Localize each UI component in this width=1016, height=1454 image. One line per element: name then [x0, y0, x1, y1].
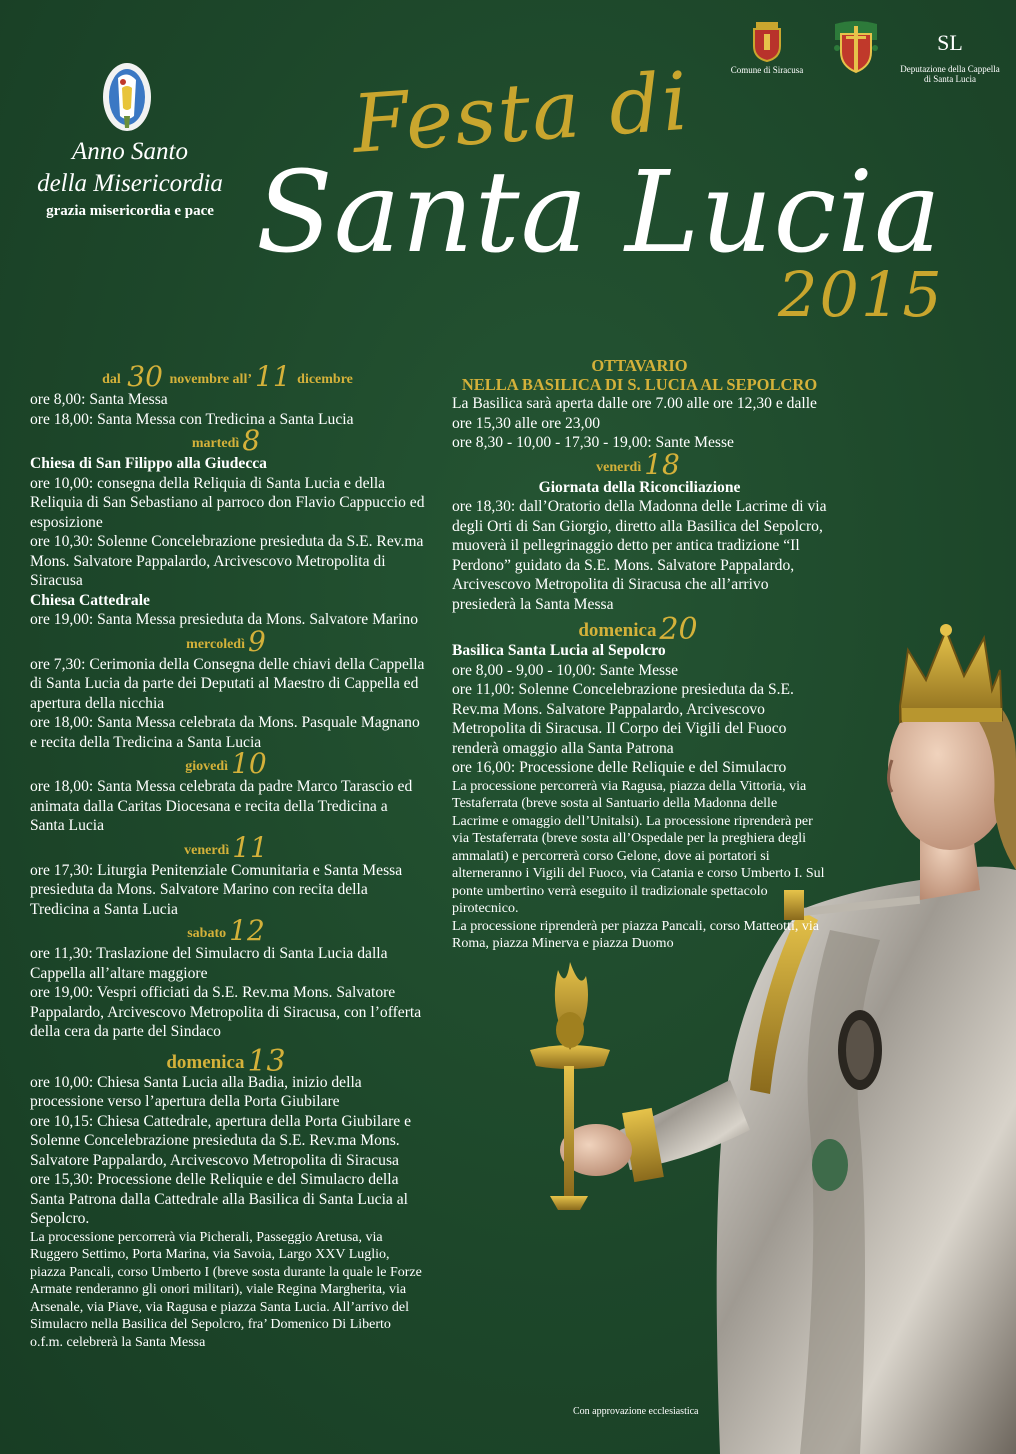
- date-heading: [452, 447, 827, 481]
- event-line: ore 18,00: Santa Messa con Tredicina a Santa Lucia: [30, 410, 354, 428]
- date-weekday: domenica: [578, 620, 657, 641]
- event-line: ore 16,00: Processione delle Reliquie e del Simulacro: [452, 759, 787, 776]
- archbishop-crest-icon: [831, 20, 881, 74]
- date-heading: [30, 747, 425, 780]
- event-line: ore 10,00: Chiesa Santa Lucia alla Badia, inizio della processione verso l’apertura della Porta Giubilare: [30, 1073, 362, 1110]
- date-30-nov-11-dic: [30, 360, 425, 393]
- date-heading: [30, 424, 425, 457]
- deputazione-monogram: SL: [937, 30, 963, 55]
- venue-heading: Basilica Santa Lucia al Sepolcro: [452, 642, 666, 659]
- date-weekday: venerdì: [184, 842, 230, 858]
- jubilee-motto: grazia misericordia e pace: [46, 203, 214, 219]
- event-line: ore 8,00 - 9,00 - 10,00: Sante Messe: [452, 661, 679, 679]
- event-line: ore 11,30: Traslazione del Simulacro di Santa Lucia dalla Cappella all’altare maggiore: [30, 945, 388, 982]
- date-number: 8: [242, 424, 261, 457]
- event-line: ore 19,00: Vespri officiati da S.E. Rev.ma Mons. Salvatore Pappalardo, Arcivescovo Metropolita di Siracusa, con l’offerta della cera da parte del Sindaco: [30, 984, 422, 1040]
- date-range-mid: novembre all’: [169, 372, 253, 387]
- event-line: ore 19,00: Santa Messa presieduta da Mons. Salvatore Marino: [30, 611, 419, 628]
- date-weekday: mercoledì: [186, 636, 245, 652]
- event-line: ore 18,00: Santa Messa celebrata da Mons. Pasquale Magnano e recita della Tredicina a Santa Lucia: [30, 714, 420, 751]
- date-heading: [30, 830, 425, 864]
- event-line: ore 8,00: Santa Messa: [30, 391, 168, 408]
- crest-comune: [726, 20, 808, 75]
- date-weekday: sabato: [187, 926, 227, 941]
- date-weekday: giovedì: [185, 759, 229, 774]
- crest-deputazione-caption-1: Deputazione della Cappella: [900, 64, 1000, 74]
- jubilee-block: [20, 136, 240, 222]
- event-line: ore 15,30: Processione delle Reliquie e del Simulacro della Santa Patrona dalla Cattedrale alla Basilica di Santa Lucia al Sepolcro.: [30, 1171, 409, 1227]
- venue-heading: Chiesa di San Filippo alla Giudecca: [30, 455, 267, 472]
- event-line: La Basilica sarà aperta dalle ore 7.00 alle ore 12,30 e dalle ore 15,30 alle ore 23,00: [452, 395, 817, 432]
- jubilee-logo-icon: [96, 58, 158, 136]
- program-right-column: [452, 356, 827, 953]
- title-festa: Festa di: [349, 54, 693, 172]
- ottavario-subtitle: NELLA BASILICA DI S. LUCIA AL SEPOLCRO: [461, 375, 818, 394]
- date-weekday: domenica: [166, 1051, 245, 1073]
- crest-archdiocese: [826, 20, 886, 77]
- event-line: ore 10,15: Chiesa Cattedrale, apertura della Porta Giubilare e Solenne Concelebrazione presieduta da S.E. Rev.ma Mons. Salvatore Pappalardo, Arcivescovo Metropolita di Siracusa: [30, 1112, 412, 1169]
- event-line: ore 17,30: Liturgia Penitenziale Comunitaria e Santa Messa presieduta da Mons. Salvatore Marino con recita della Tredicina a Santa Lucia: [30, 861, 403, 918]
- event-line: ore 10,00: consegna della Reliquia di Santa Lucia e della Reliquia di San Sebastiano al parroco don Flavio Cappuccio ed esposizione: [30, 474, 425, 531]
- ecclesiastical-approval: Con approvazione ecclesiastica: [573, 1406, 699, 1417]
- date-number: 10: [231, 747, 267, 780]
- venue-heading: Chiesa Cattedrale: [30, 591, 150, 609]
- procession-route: La processione percorrerà via Ragusa, piazza della Vittoria, via Testaferrata (breve sosta al Santuario della Madonna delle Lacrime e omaggio dell’Unitalsi). La processione riprenderà per via Testaferrata (breve sosta all’Ospedale per la preghiera degli ammalati) e percorrerà corso Gelone, dove ai portatori si alterneranno i Vigili del Fuoco, via Catania e corso Umberto I. Sul ponte umbertino verrà eseguito il tradizionale spettacolo pirotecnico.: [452, 778, 825, 916]
- procession-route: La processione riprenderà per piazza Pancali, corso Matteotti, via Roma, piazza Minerva e piazza Duomo: [452, 918, 819, 951]
- event-line: ore 11,00: Solenne Concelebrazione presieduta da S.E. Rev.ma Mons. Salvatore Pappalardo, Arcivescovo Metropolita di Siracusa. Il Corpo dei Vigili del Fuoco renderà omaggio alla Santa Patrona: [452, 681, 794, 757]
- date-number: 18: [644, 447, 680, 481]
- event-line: ore 18,30: dall’Oratorio della Madonna delle Lacrime di via degli Orti di San Giorgio, diretto alla Basilica del Sepolcro, muoverà il pellegrinaggio detto per antica tradizione “Il Perdono” guidato da S.E. Mons. Salvatore Pappalardo, Arcivescovo Metropolita di Siracusa che all’arrivo presiederà la Santa Messa: [452, 498, 827, 613]
- procession-route: La processione percorrerà via Picherali, Passeggio Aretusa, via Ruggero Settimo, Porta Marina, via Savoia, Largo XXV Luglio, piazza Pancali, corso Umberto I (breve sosta durante la quale le Forze Armate renderanno gli onori militari), viale Regina Margherita, via Arsenale, via Piave, via Ragusa e piazza Santa Lucia. All’arrivo del Simulacro nella Basilica del Sepolcro, fra’ Domenico Di Liberto o.f.m. celebrerà la Santa Messa: [30, 1229, 422, 1350]
- date-heading: [30, 914, 425, 947]
- venue-heading: Giornata della Riconciliazione: [538, 478, 741, 496]
- date-range-pre: dal: [102, 372, 121, 387]
- date-number: 11: [232, 830, 268, 864]
- event-line: ore 8,30 - 10,00 - 17,30 - 19,00: Sante Messe: [452, 434, 734, 451]
- jubilee-line-2: della Misericordia: [37, 170, 223, 197]
- date-heading: [30, 624, 425, 658]
- event-line: ore 18,00: Santa Messa celebrata da padre Marco Tarascio ed animata dalla Caritas Diocesana e recita della Tredicina a Santa Lucia: [30, 778, 413, 834]
- date-range-num-2: 11: [255, 360, 291, 393]
- date-number: 12: [229, 914, 265, 947]
- event-line: ore 7,30: Cerimonia della Consegna delle chiavi della Cappella di Santa Lucia da parte dei Deputati al Maestro di Cappella ed apertura della nicchia: [30, 655, 425, 712]
- crest-comune-caption: Comune di Siracusa: [730, 65, 804, 75]
- date-weekday: martedì: [191, 436, 240, 451]
- date-range-num-1: 30: [127, 360, 163, 393]
- date-number: 9: [248, 624, 266, 658]
- program-left-column: [30, 360, 425, 1351]
- crest-deputazione-caption-2: di Santa Lucia: [924, 74, 976, 84]
- event-line: ore 10,30: Solenne Concelebrazione presieduta da S.E. Rev.ma Mons. Salvatore Pappalardo, Arcivescovo Metropolita di Siracusa: [30, 533, 424, 589]
- date-weekday: venerdì: [596, 459, 642, 475]
- ottavario-title: OTTAVARIO: [591, 356, 688, 375]
- date-number: 13: [247, 1043, 286, 1079]
- date-range-post: dicembre: [297, 372, 353, 387]
- jubilee-line-1: Anno Santo: [72, 138, 188, 165]
- date-heading: [452, 612, 827, 647]
- date-number: 20: [659, 612, 698, 647]
- city-crest-icon: [750, 20, 784, 62]
- date-heading: [30, 1043, 425, 1079]
- title-santa-lucia: Santa Lucia: [256, 148, 942, 278]
- crest-deputazione: [896, 20, 1004, 84]
- title-year: 2015: [778, 258, 944, 331]
